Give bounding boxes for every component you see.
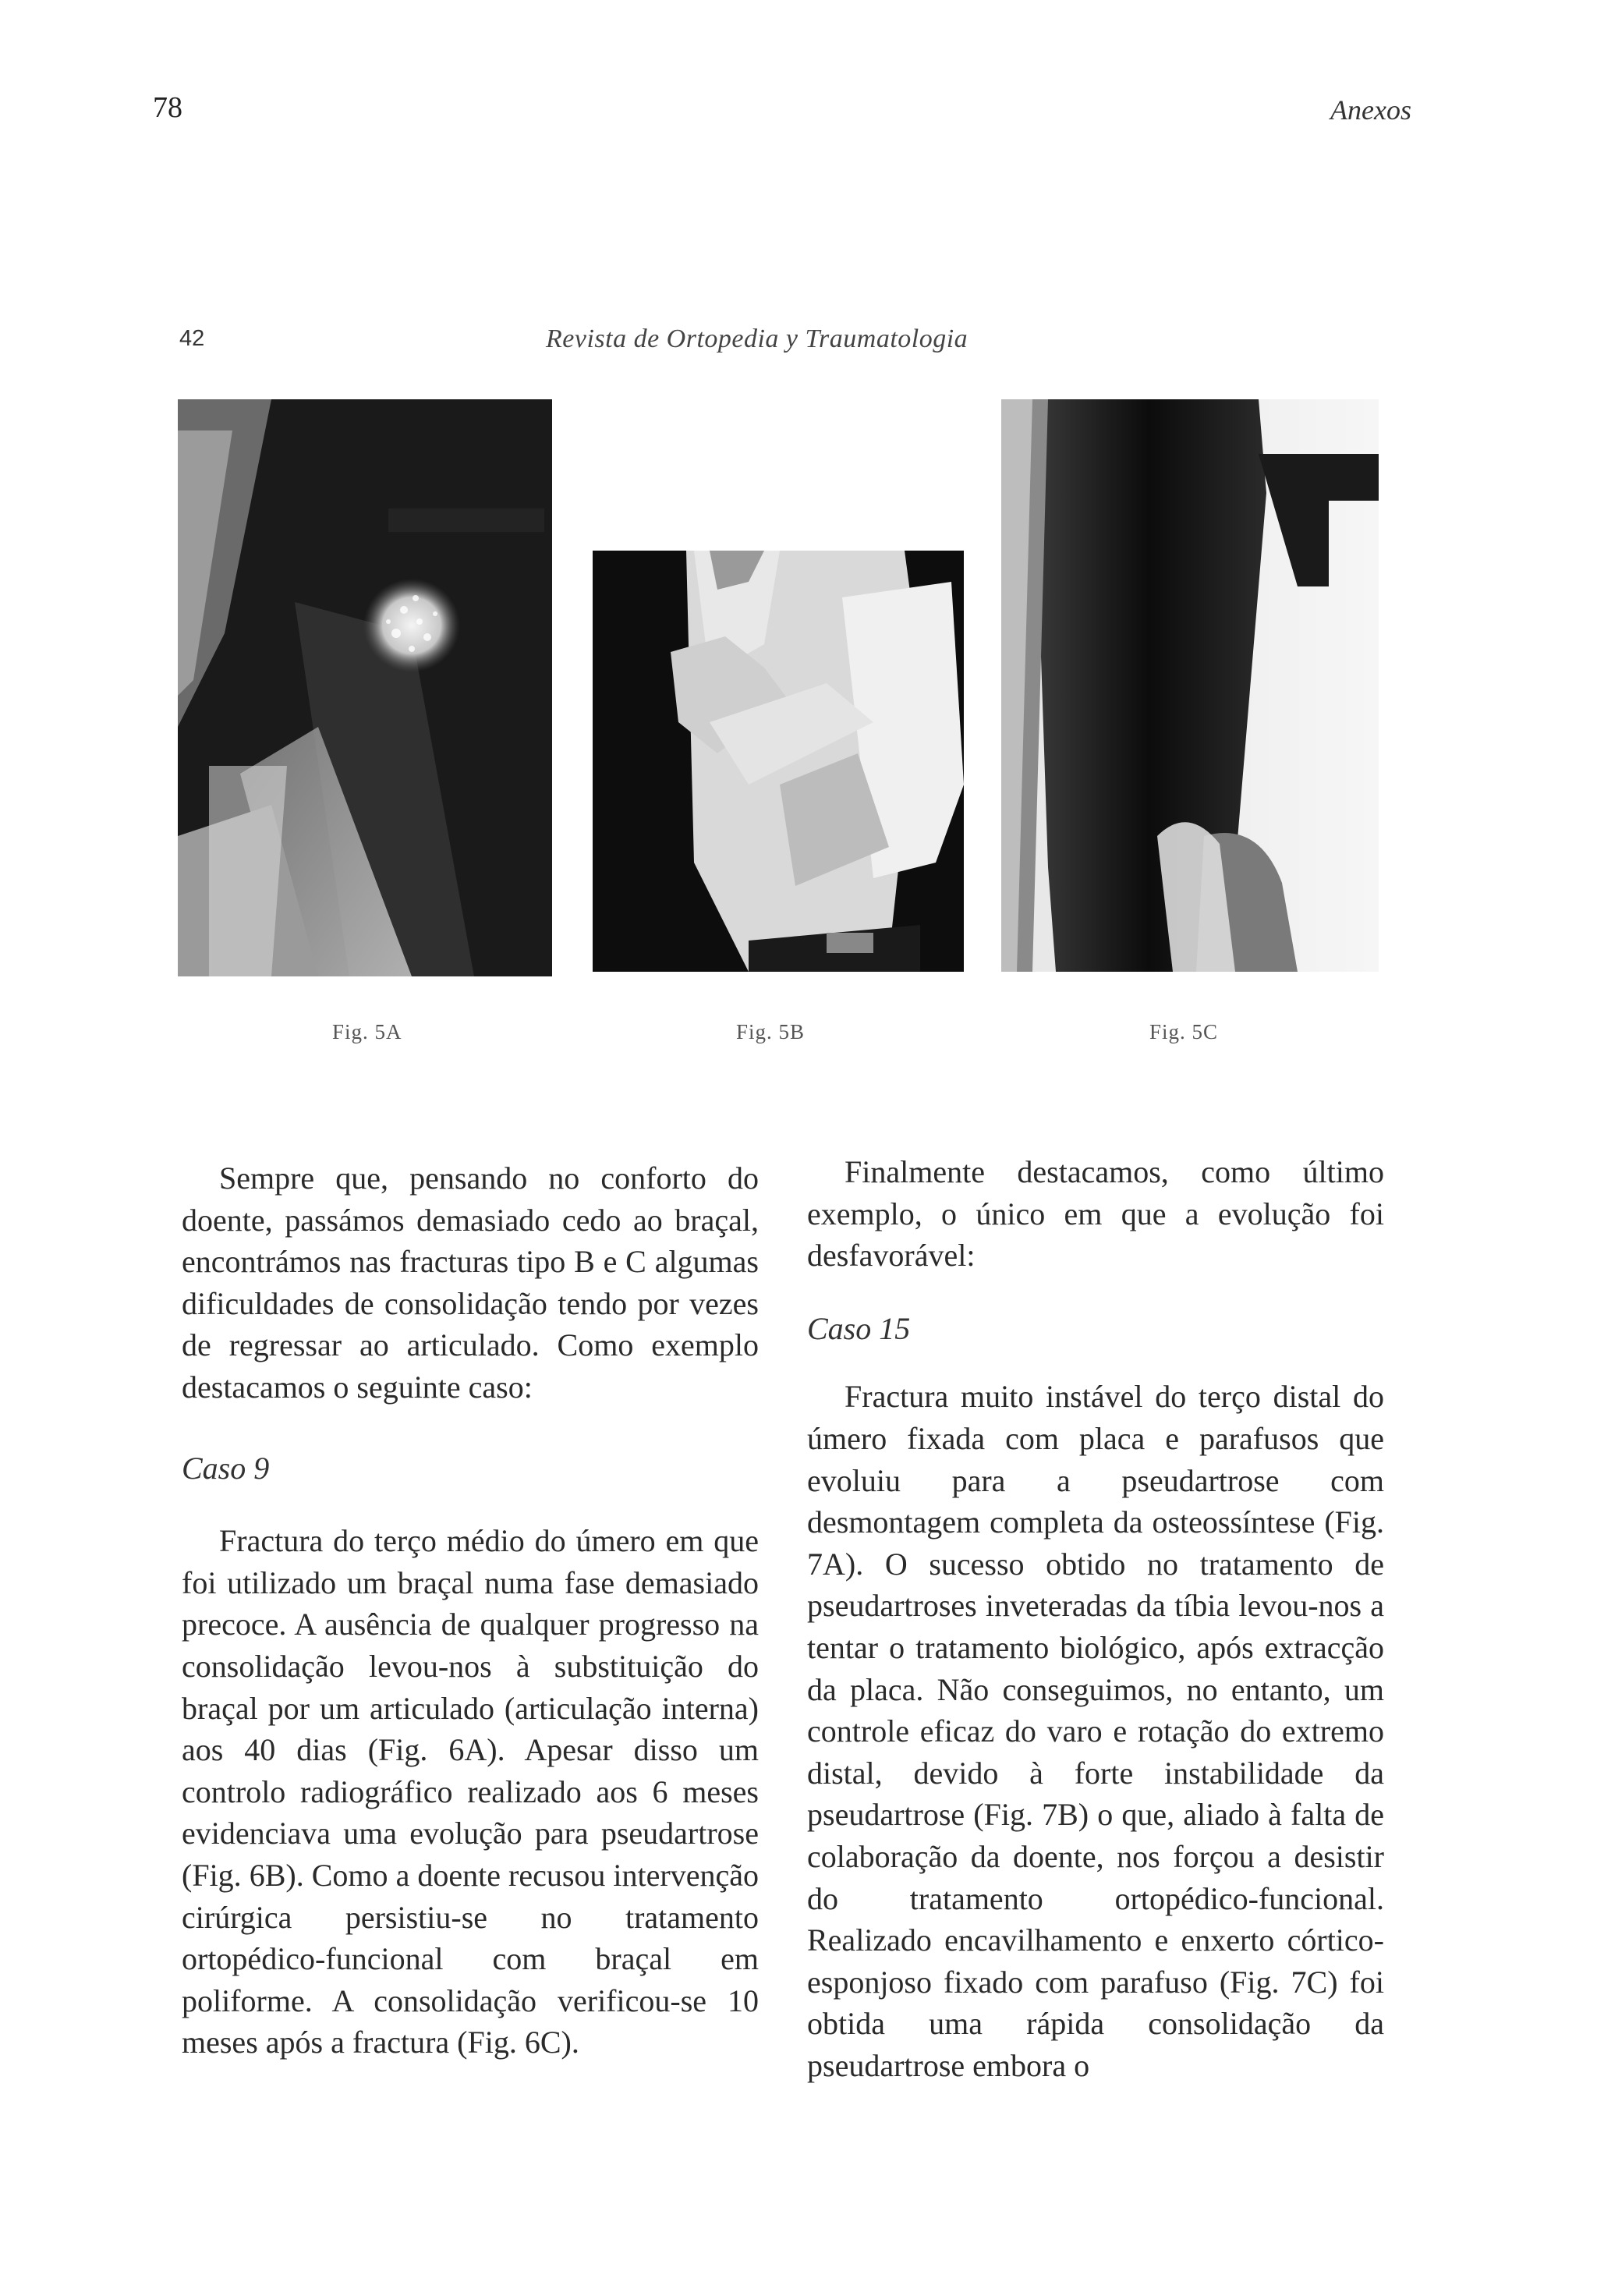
case-15-heading: Caso 15	[807, 1310, 911, 1346]
section-title: Anexos	[1330, 94, 1411, 126]
left-column	[182, 1157, 759, 2064]
figure-5c-caption: Fig. 5C	[1149, 1020, 1219, 1043]
left-intro-paragraph: Sempre que, pensando no conforto do doente, passámos demasiado cedo ao braçal, encontrámos nas fracturas tipo B e C algumas dificuldades de consolidação tendo por vezes de regressar ao articulado. Como exemplo destacamos o seguinte caso:	[182, 1160, 759, 1405]
figure-5a-caption: Fig. 5A	[332, 1020, 402, 1043]
case-9-paragraph: Fractura do terço médio do úmero em que foi utilizado um braçal numa fase demasiado precoce. A ausência de qualquer progresso na consolidação levou-nos à substituição do braçal por um articulado (articulação interna) aos 40 dias (Fig. 6A). Apesar disso um controlo radiográfico realizado aos 6 meses evidenciava uma evolução para pseudartrose (Fig. 6B). Como a doente recusou intervenção cirúrgica persistiu-se no tratamento ortopédico-funcional com braçal em poliforme. A consolidação verificou-se 10 meses após a fractura (Fig. 6C).	[182, 1523, 759, 2060]
figure-5b-photo	[593, 551, 964, 972]
right-column	[807, 1151, 1384, 2086]
page-number: 78	[153, 91, 182, 124]
case-9-heading: Caso 9	[182, 1450, 270, 1486]
figure-5c-xray	[1001, 399, 1379, 972]
journal-title: Revista de Ortopedia y Traumatologia	[546, 324, 968, 353]
figure-5b-caption: Fig. 5B	[736, 1020, 806, 1043]
case-15-paragraph: Fractura muito instável do terço distal do úmero fixada com placa e parafusos que evoluiu para a pseudartrose com desmontagem completa da osteossíntese (Fig. 7A). O sucesso obtido no tratamento de pseudartroses inveteradas da tíbia levou-nos a tentar o tratamento biológico, após extracção da placa. Não conseguimos, no entanto, um controle eficaz do varo e rotação do extremo distal, devido à forte instabilidade da pseudartrose (Fig. 7B) o que, aliado à falta de colaboração da doente, nos forçou a desistir do tratamento ortopédico-funcional. Realizado encavilhamento e enxerto córtico-esponjoso fixado com parafuso (Fig. 7C) foi obtida uma rápida consolidação da pseudartrose embora o	[807, 1379, 1384, 2083]
journal-page-number: 42	[179, 326, 205, 351]
right-intro-paragraph: Finalmente destacamos, como último exemplo, o único em que a evolução foi desfavorável:	[807, 1154, 1384, 1274]
figure-5a-xray	[178, 399, 552, 976]
